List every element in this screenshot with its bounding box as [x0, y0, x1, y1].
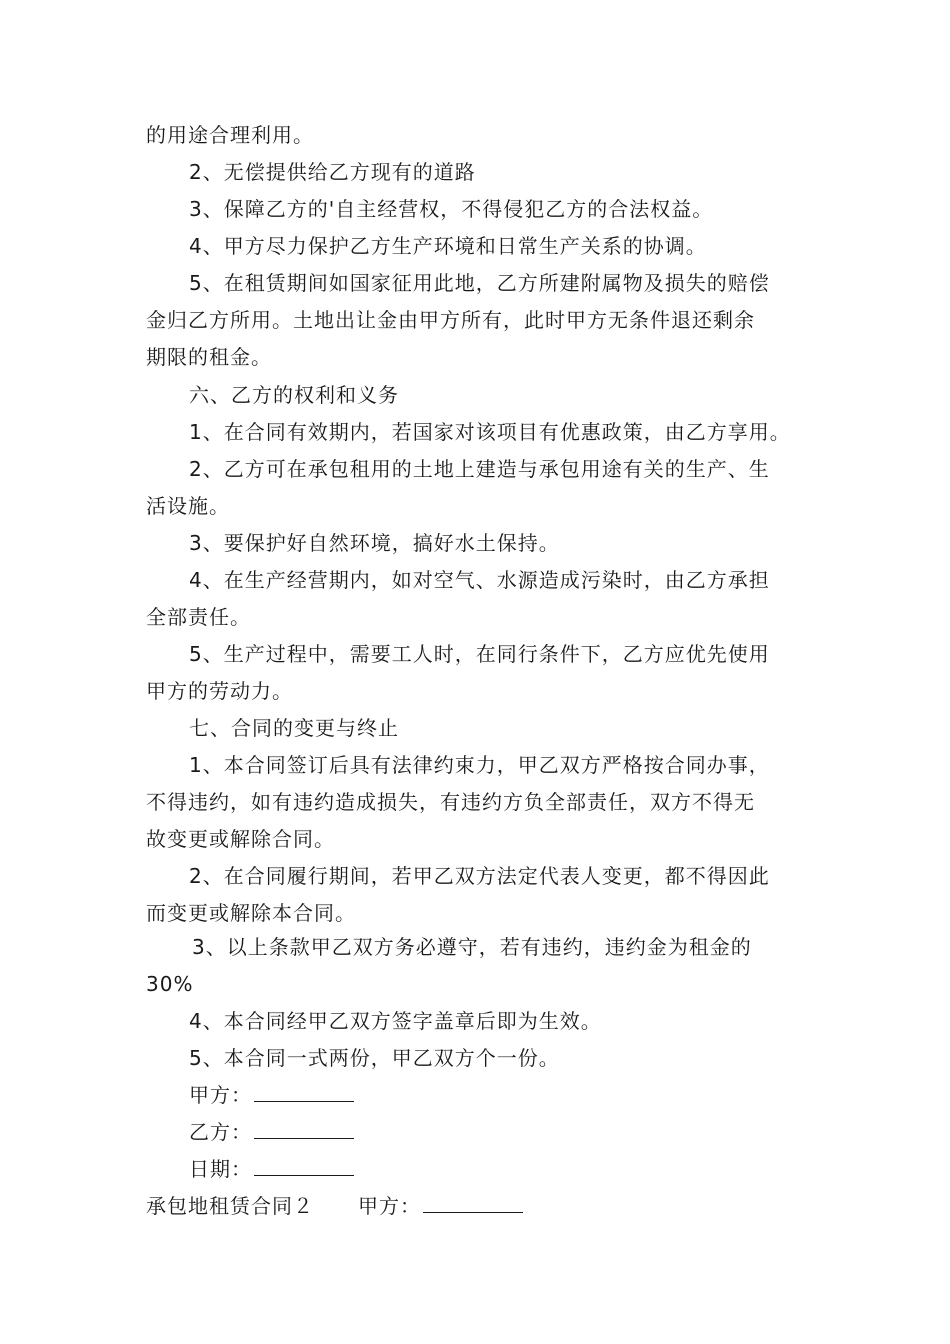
section-heading: 七、合同的变更与终止	[189, 716, 399, 740]
signature-label: 甲方：	[358, 1194, 421, 1218]
signature-party-a	[189, 1081, 869, 1109]
paragraph-line: 4、本合同经甲乙双方签字盖章后即为生效。	[189, 1009, 602, 1033]
signature-date	[189, 1155, 869, 1183]
paragraph-line: 3、要保护好自然环境，搞好水土保持。	[189, 531, 560, 555]
paragraph-line: 2、乙方可在承包租用的土地上建造与承包用途有关的生产、生	[189, 457, 770, 481]
paragraph-line: 5、在租赁期间如国家征用此地，乙方所建附属物及损失的赔偿	[189, 271, 770, 295]
signature-blank	[254, 1155, 354, 1176]
contract-title: 承包地租赁合同２	[146, 1194, 314, 1218]
paragraph-line: 期限的租金。	[146, 345, 272, 369]
paragraph-line: 全部责任。	[146, 605, 251, 629]
paragraph-line: 故变更或解除合同。	[146, 827, 335, 851]
signature-label: 乙方：	[189, 1120, 252, 1144]
paragraph-line: 1、在合同有效期内，若国家对该项目有优惠政策，由乙方享用。	[189, 420, 791, 444]
paragraph-line: 4、在生产经营期内，如对空气、水源造成污染时，由乙方承担	[189, 568, 770, 592]
paragraph-line: 金归乙方所用。土地出让金由甲方所有，此时甲方无条件退还剩余	[146, 308, 755, 332]
paragraph-line: 4、甲方尽力保护乙方生产环境和日常生产关系的协调。	[189, 234, 707, 258]
paragraph-line: 1、本合同签订后具有法律约束力，甲乙双方严格按合同办事，	[189, 753, 770, 777]
paragraph-line: 3、以上条款甲乙双方务必遵守，若有违约，违约金为租金的	[192, 935, 752, 959]
footer-line	[146, 1192, 826, 1220]
paragraph-line: 5、生产过程中，需要工人时，在同行条件下，乙方应优先使用	[189, 642, 770, 666]
paragraph-line: 5、本合同一式两份，甲乙双方个一份。	[189, 1046, 560, 1070]
signature-blank	[423, 1192, 523, 1213]
signature-party-b	[189, 1118, 869, 1146]
signature-label: 甲方：	[189, 1083, 252, 1107]
paragraph-line: 活设施。	[146, 494, 230, 518]
signature-blank	[254, 1118, 354, 1139]
section-heading: 六、乙方的权利和义务	[189, 383, 399, 407]
paragraph-line: 2、在合同履行期间，若甲乙双方法定代表人变更，都不得因此	[189, 864, 770, 888]
paragraph-line: 不得违约，如有违约造成损失，有违约方负全部责任，双方不得无	[146, 790, 755, 814]
paragraph-line: 而变更或解除本合同。	[146, 901, 356, 925]
paragraph-line: 3、保障乙方的'自主经营权，不得侵犯乙方的合法权益。	[189, 197, 714, 221]
paragraph-line: 的用途合理利用。	[146, 123, 314, 147]
signature-blank	[254, 1081, 354, 1102]
paragraph-line: 甲方的劳动力。	[146, 679, 293, 703]
paragraph-line: 30%	[146, 972, 194, 996]
paragraph-line: 2、无偿提供给乙方现有的道路	[189, 160, 476, 184]
signature-label: 日期：	[189, 1157, 252, 1181]
